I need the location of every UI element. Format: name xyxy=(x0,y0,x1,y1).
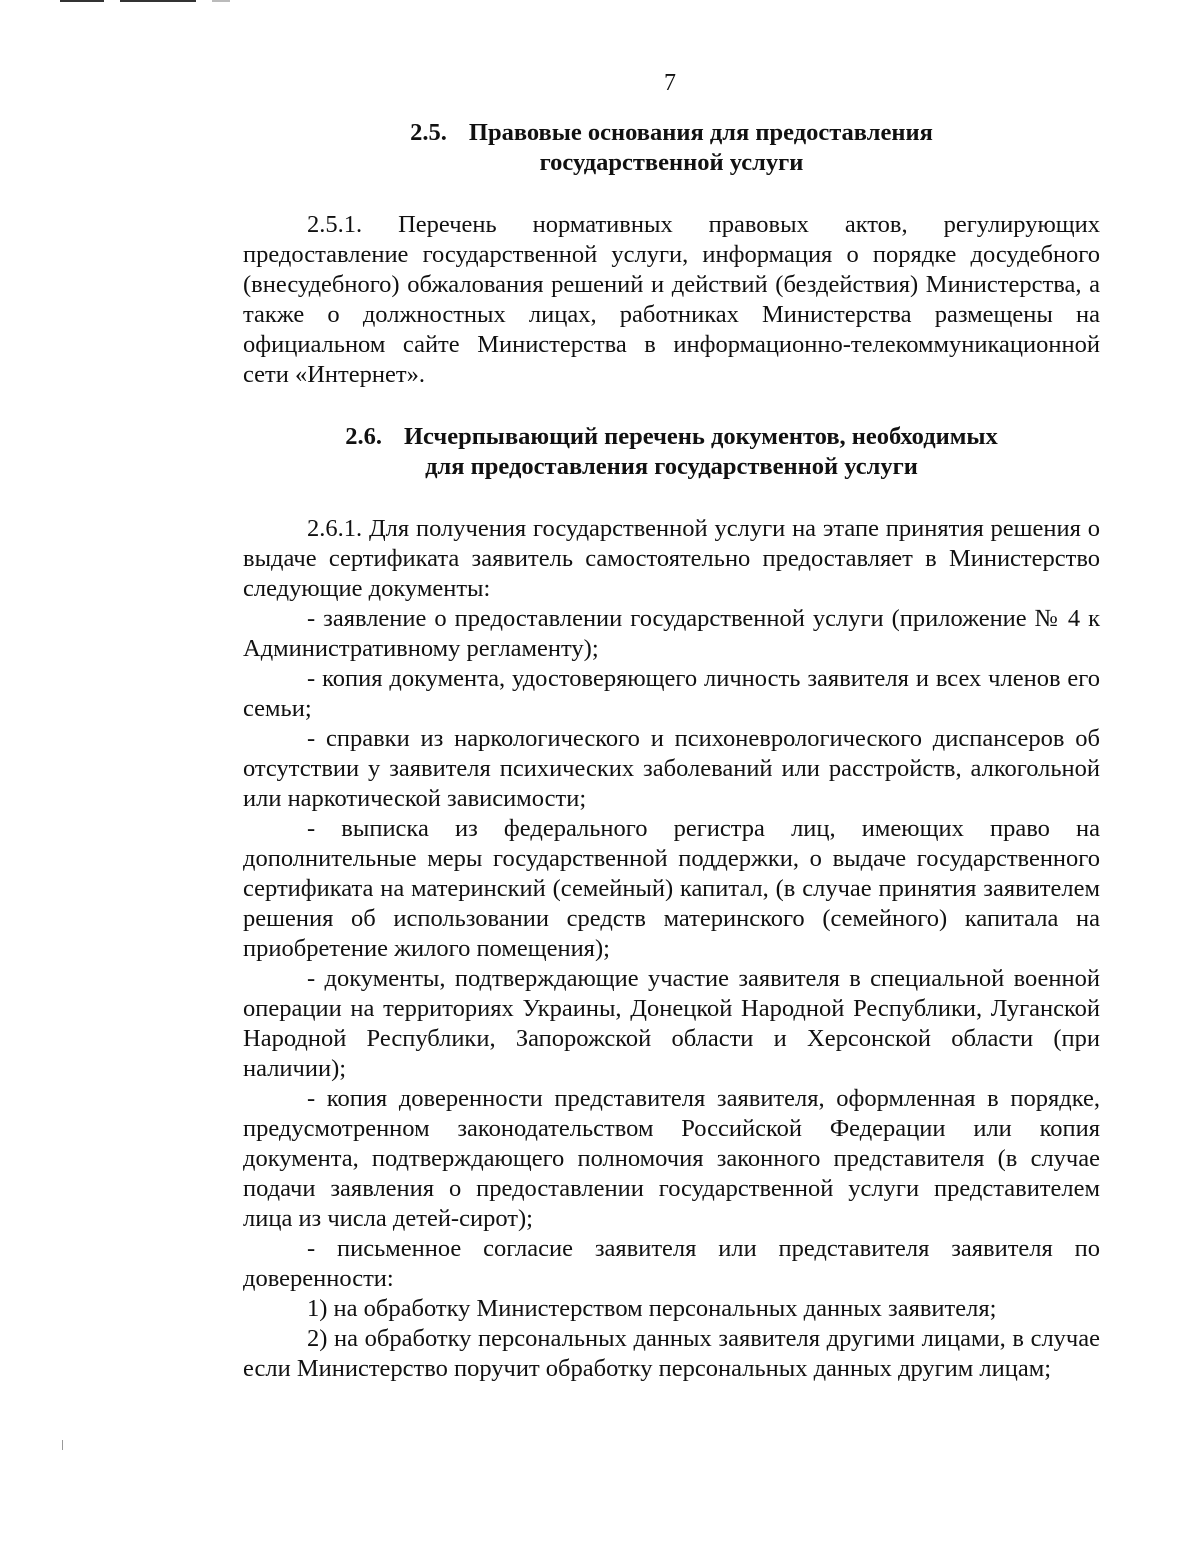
list-item: - выписка из федерального регистра лиц, имеющих право на дополнительные меры государственной поддержки, о выдаче государственного сертификата на материнский (семейный) капитал, (в случае принятия заявителем решения об использовании средств материнского (семейного) капитала на приобретение жилого помещения); xyxy=(243,815,1100,962)
list-item: - письменное согласие заявителя или представителя заявителя по доверенности: xyxy=(243,1235,1100,1292)
list-item: 1) на обработку Министерством персональных данных заявителя; xyxy=(307,1295,997,1322)
page-number: 7 xyxy=(664,70,676,96)
heading-number: 2.5. xyxy=(410,119,447,146)
list-item: - справки из наркологического и психоневрологического диспансеров об отсутствии у заявителя психических заболеваний или расстройств, алкогольной или наркотической зависимости; xyxy=(243,725,1100,812)
document-body xyxy=(243,112,1100,1384)
heading-line-1 xyxy=(243,422,1100,452)
heading-line-2: государственной услуги xyxy=(539,149,804,176)
scan-artifact-tick xyxy=(62,1440,63,1450)
heading-line-1 xyxy=(243,118,1100,148)
scan-artifact-marks xyxy=(60,0,260,4)
list-item: - копия документа, удостоверяющего личность заявителя и всех членов его семьи; xyxy=(243,665,1100,722)
list-item: - документы, подтверждающие участие заявителя в специальной военной операции на территориях Украины, Донецкой Народной Республики, Луганской Народной Республики, Запорожской области и Херсонской области (при наличии); xyxy=(243,965,1100,1082)
section-heading-2-5 xyxy=(243,118,1100,178)
heading-text: Исчерпывающий перечень документов, необходимых xyxy=(403,423,998,450)
list-item: - копия доверенности представителя заявителя, оформленная в порядке, предусмотренном законодательством Российской Федерации или копия документа, подтверждающего полномочия законного представителя (в случае подачи заявления о предоставлении государственной услуги представителем лица из числа детей-сирот); xyxy=(243,1085,1100,1232)
paragraph-2-5-1: 2.5.1. Перечень нормативных правовых актов, регулирующих предоставление государственной услуги, информация о порядке досудебного (внесудебного) обжалования решений и действий (бездействия) Министерства, а также о должностных лицах, работниках Министерства размещены на официальном сайте Министерства в информационно-телекоммуникационной сети «Интернет». xyxy=(243,211,1100,388)
section-heading-2-6 xyxy=(243,422,1100,482)
heading-line-2: для предоставления государственной услуги xyxy=(425,453,918,480)
paragraph-2-6-1: 2.6.1. Для получения государственной услуги на этапе принятия решения о выдаче сертификата заявитель самостоятельно предоставляет в Министерство следующие документы: xyxy=(243,515,1100,602)
heading-text: Правовые основания для предоставления xyxy=(468,119,933,146)
list-item: - заявление о предоставлении государственной услуги (приложение № 4 к Административному регламенту); xyxy=(243,605,1100,662)
list-item: 2) на обработку персональных данных заявителя другими лицами, в случае если Министерство поручит обработку персональных данных другим лицам; xyxy=(243,1325,1100,1382)
heading-number: 2.6. xyxy=(345,423,382,450)
